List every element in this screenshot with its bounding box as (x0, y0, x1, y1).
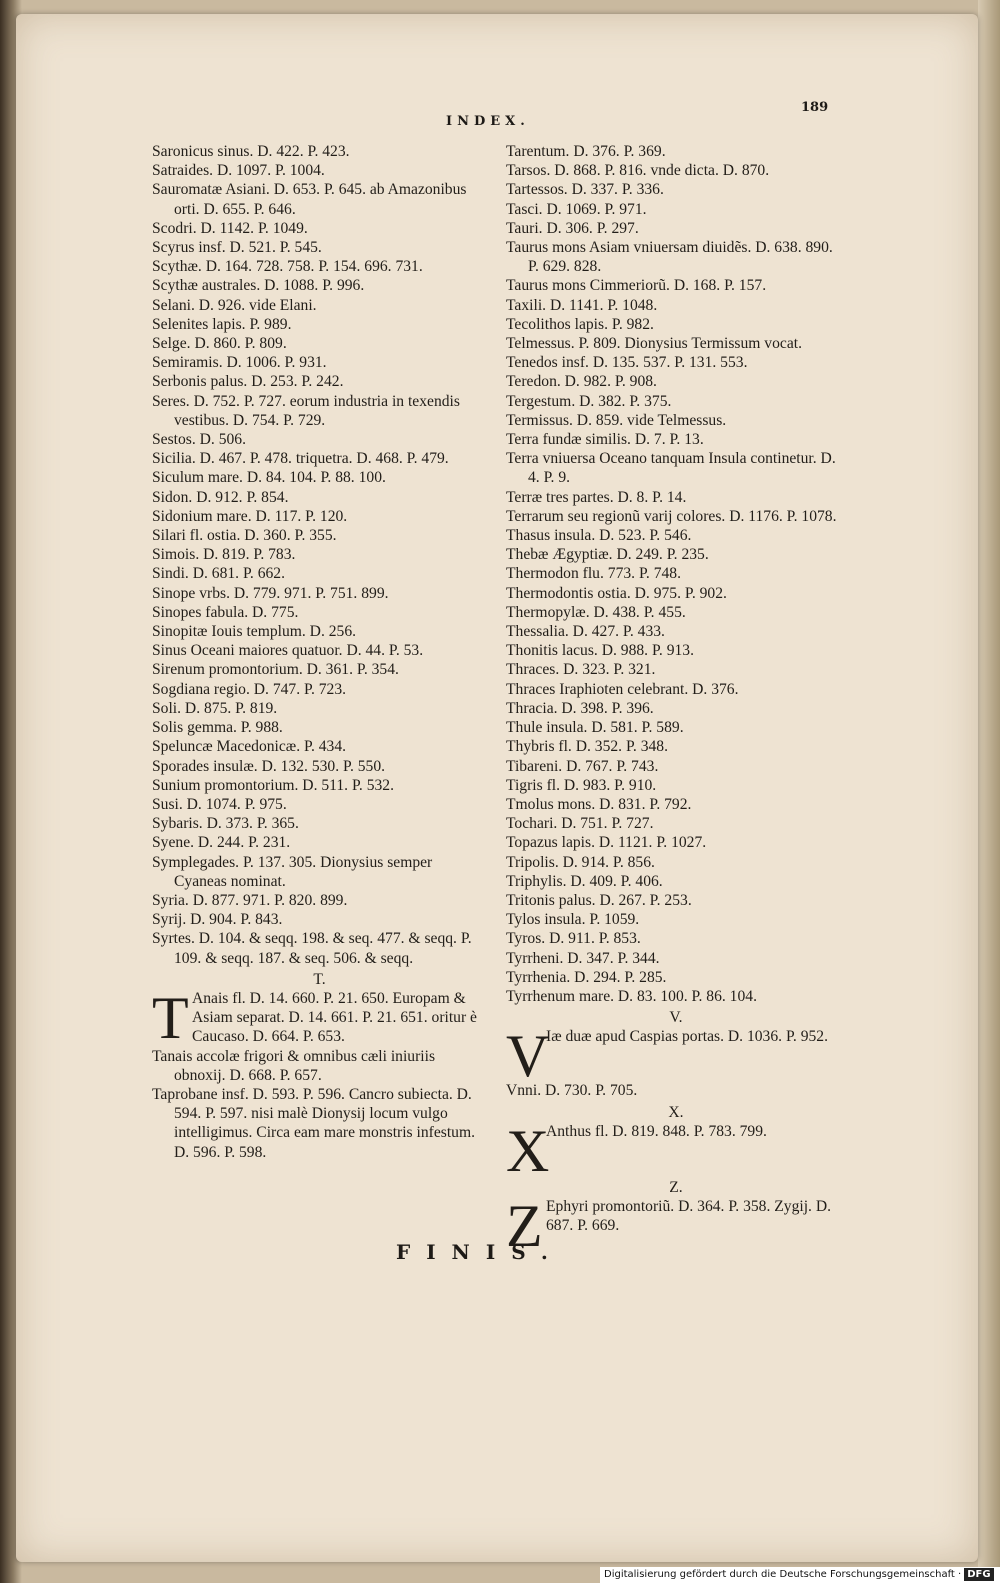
section-letter: V. (669, 1009, 683, 1027)
index-entry: Syene. D. 244. P. 231. (152, 834, 291, 852)
index-entry: Tauri. D. 306. P. 297. (506, 219, 639, 237)
digitization-footer (600, 1567, 1000, 1583)
index-entry: Syria. D. 877. 971. P. 820. 899. (152, 891, 348, 909)
index-entry: Tarsos. D. 868. P. 816. vnde dicta. D. 870. (506, 162, 770, 180)
drop-cap-letter: X (506, 1117, 550, 1184)
index-entry-text: Anthus fl. D. 819. 848. P. 783. 799. (546, 1122, 767, 1140)
index-entry: Thessalia. D. 427. P. 433. (506, 623, 665, 641)
index-entry: Tyrrheni. D. 347. P. 344. (506, 949, 660, 967)
footer-text: Digitalisierung gefördert durch die Deutsche Forschungsgemeinschaft · (604, 1569, 962, 1580)
running-header: INDEX. (446, 114, 530, 129)
page-edge (978, 0, 1000, 1583)
index-entry: Taurus mons Asiam vniuersam diuidẽs. D. 638. 890. P. 629. 828. (506, 239, 833, 276)
index-entry: Tyrrhenia. D. 294. P. 285. (506, 968, 667, 986)
drop-cap-letter: Z (506, 1192, 543, 1259)
index-entry: Telmessus. P. 809. Dionysius Termissum vocat. (506, 335, 802, 353)
index-entry: Taxili. D. 1141. P. 1048. (506, 296, 658, 314)
index-entry-dropcap (506, 1117, 846, 1184)
index-entry: Scyrus insf. D. 521. P. 545. (152, 239, 322, 257)
index-entry-dropcap (506, 1023, 846, 1090)
index-entry-text: Iæ duæ apud Caspias portas. D. 1036. P. 952. (546, 1028, 828, 1046)
index-entry: Scythæ australes. D. 1088. P. 996. (152, 277, 365, 295)
index-entry: Sinope vrbs. D. 779. 971. P. 751. 899. (152, 584, 389, 602)
index-entry: Sicilia. D. 467. P. 478. triquetra. D. 468. P. 479. (152, 450, 449, 468)
index-entry: Teredon. D. 982. P. 908. (506, 373, 657, 391)
index-entry: Terræ tres partes. D. 8. P. 14. (506, 488, 687, 506)
index-entry: Sunium promontorium. D. 511. P. 532. (152, 776, 395, 794)
index-entry: Sidon. D. 912. P. 854. (152, 488, 289, 506)
index-entry: Siculum mare. D. 84. 104. P. 88. 100. (152, 469, 386, 487)
index-entry: Susi. D. 1074. P. 975. (152, 795, 287, 813)
index-entry: Serbonis palus. D. 253. P. 242. (152, 373, 344, 391)
index-entry: Taprobane insf. D. 593. P. 596. Cancro subiecta. D. 594. P. 597. nisi malè Dionysij locum vulgo intelligimus. Circa eam mare monstris infestum. D. 596. P. 598. (152, 1085, 475, 1161)
index-entry: Tartessos. D. 337. P. 336. (506, 181, 664, 199)
index-entry: Tochari. D. 751. P. 727. (506, 815, 654, 833)
index-entry: Sestos. D. 506. (152, 431, 247, 449)
index-entry: Thasus insula. D. 523. P. 546. (506, 527, 692, 545)
index-entry: Sauromatæ Asiani. D. 653. P. 645. ab Amazonibus orti. D. 655. P. 646. (152, 181, 467, 218)
index-entry: Silari fl. ostia. D. 360. P. 355. (152, 527, 337, 545)
dfg-logo: DFG (964, 1568, 993, 1581)
index-entry: Syrtes. D. 104. & seqq. 198. & seq. 477. & seqq. P. 109. & seqq. 187. & seq. 506. & seqq. (152, 930, 472, 967)
index-entry: Terrarum seu regionũ varij colores. D. 1176. P. 1078. (506, 507, 837, 525)
index-entry: Scodri. D. 1142. P. 1049. (152, 219, 308, 237)
index-entry: Saronicus sinus. D. 422. P. 423. (152, 143, 350, 160)
index-entry: Terra fundæ similis. D. 7. P. 13. (506, 431, 704, 449)
index-entry: Tripolis. D. 914. P. 856. (506, 853, 655, 871)
index-entry-dropcap (152, 984, 487, 1051)
index-entry: Thermopylæ. D. 438. P. 455. (506, 603, 686, 621)
index-entry: Tyrrhenum mare. D. 83. 100. P. 86. 104. (506, 987, 757, 1005)
index-entry: Sidonium mare. D. 117. P. 120. (152, 507, 348, 525)
index-entry: Soli. D. 875. P. 819. (152, 699, 278, 717)
index-entry: Selani. D. 926. vide Elani. (152, 296, 317, 314)
index-entry: Thonitis lacus. D. 988. P. 913. (506, 642, 694, 660)
index-entry: Sogdiana regio. D. 747. P. 723. (152, 680, 347, 698)
index-entry: Sinopitæ Iouis templum. D. 256. (152, 623, 357, 641)
section-letter: Z. (669, 1178, 683, 1196)
index-entry: Thraces. D. 323. P. 321. (506, 661, 656, 679)
index-entry: Sirenum promontorium. D. 361. P. 354. (152, 661, 399, 679)
index-entry: Sindi. D. 681. P. 662. (152, 565, 286, 583)
index-entry: Simois. D. 819. P. 783. (152, 546, 296, 564)
index-entry: Vnni. D. 730. P. 705. (506, 1082, 638, 1100)
index-column-right (506, 142, 846, 1259)
drop-cap-letter: T (152, 984, 189, 1051)
index-entry: Tigris fl. D. 983. P. 910. (506, 776, 657, 794)
index-entry: Thraces Iraphioten celebrant. D. 376. (506, 680, 739, 698)
finis-text: FINIS. (396, 1240, 564, 1264)
index-entry: Syrij. D. 904. P. 843. (152, 911, 283, 929)
index-column-left (152, 142, 487, 1162)
index-entry: Tritonis palus. D. 267. P. 253. (506, 891, 692, 909)
index-entry: Sporades insulæ. D. 132. 530. P. 550. (152, 757, 386, 775)
index-entry: Thermodontis ostia. D. 975. P. 902. (506, 584, 727, 602)
index-entry: Speluncæ Macedonicæ. P. 434. (152, 738, 347, 756)
index-entry-text: Anais fl. D. 14. 660. P. 21. 650. Europam & Asiam separat. D. 14. 661. P. 21. 651. oritur è Caucaso. D. 664. P. 653. (192, 989, 477, 1046)
index-entry: Tmolus mons. D. 831. P. 792. (506, 795, 692, 813)
index-entry: Tibareni. D. 767. P. 743. (506, 757, 659, 775)
index-entry: Thermodon flu. 773. P. 748. (506, 565, 681, 583)
index-entry: Terra vniuersa Oceano tanquam Insula continetur. D. 4. P. 9. (506, 450, 836, 487)
index-entry: Thebæ Ægyptiæ. D. 249. P. 235. (506, 546, 709, 564)
index-entry: Seres. D. 752. P. 727. eorum industria in texendis vestibus. D. 754. P. 729. (152, 392, 460, 429)
index-entry: Tasci. D. 1069. P. 971. (506, 200, 647, 218)
index-entry: Termissus. D. 859. vide Telmessus. (506, 411, 727, 429)
index-entry: Tarentum. D. 376. P. 369. (506, 143, 666, 160)
index-entry: Sybaris. D. 373. P. 365. (152, 815, 299, 833)
index-entry: Tylos insula. P. 1059. (506, 911, 640, 929)
index-entry: Sinus Oceani maiores quatuor. D. 44. P. 53. (152, 642, 424, 660)
index-entry: Thybris fl. D. 352. P. 348. (506, 738, 669, 756)
index-entry: Tergestum. D. 382. P. 375. (506, 392, 672, 410)
index-entry: Taurus mons Cimmeriorũ. D. 168. P. 157. (506, 277, 767, 295)
index-entry: Solis gemma. P. 988. (152, 719, 283, 737)
index-entry: Scythæ. D. 164. 728. 758. P. 154. 696. 731. (152, 258, 423, 276)
index-entry: Sinopes fabula. D. 775. (152, 603, 299, 621)
index-entry: Symplegades. P. 137. 305. Dionysius semper Cyaneas nominat. (152, 853, 433, 890)
index-entry: Topazus lapis. D. 1121. P. 1027. (506, 834, 707, 852)
index-entry: Tecolithos lapis. P. 982. (506, 315, 654, 333)
section-letter: T. (313, 970, 326, 988)
index-entry: Triphylis. D. 409. P. 406. (506, 872, 663, 890)
index-entry: Tanais accolæ frigori & omnibus cæli iniuriis obnoxij. D. 668. P. 657. (152, 1047, 436, 1084)
index-entry: Selenites lapis. P. 989. (152, 315, 292, 333)
index-entry: Satraides. D. 1097. P. 1004. (152, 162, 325, 180)
index-entry-text: Ephyri promontoriũ. D. 364. P. 358. Zygij. D. 687. P. 669. (546, 1197, 832, 1235)
index-entry: Thracia. D. 398. P. 396. (506, 699, 654, 717)
section-letter: X. (668, 1103, 684, 1121)
drop-cap-letter: V (506, 1023, 550, 1090)
index-entry: Tenedos insf. D. 135. 537. P. 131. 553. (506, 354, 748, 372)
index-entry: Thule insula. D. 581. P. 589. (506, 719, 684, 737)
index-entry: Selge. D. 860. P. 809. (152, 335, 287, 353)
index-entry: Semiramis. D. 1006. P. 931. (152, 354, 327, 372)
page-number: 189 (801, 100, 829, 115)
index-entry: Tyros. D. 911. P. 853. (506, 930, 641, 948)
